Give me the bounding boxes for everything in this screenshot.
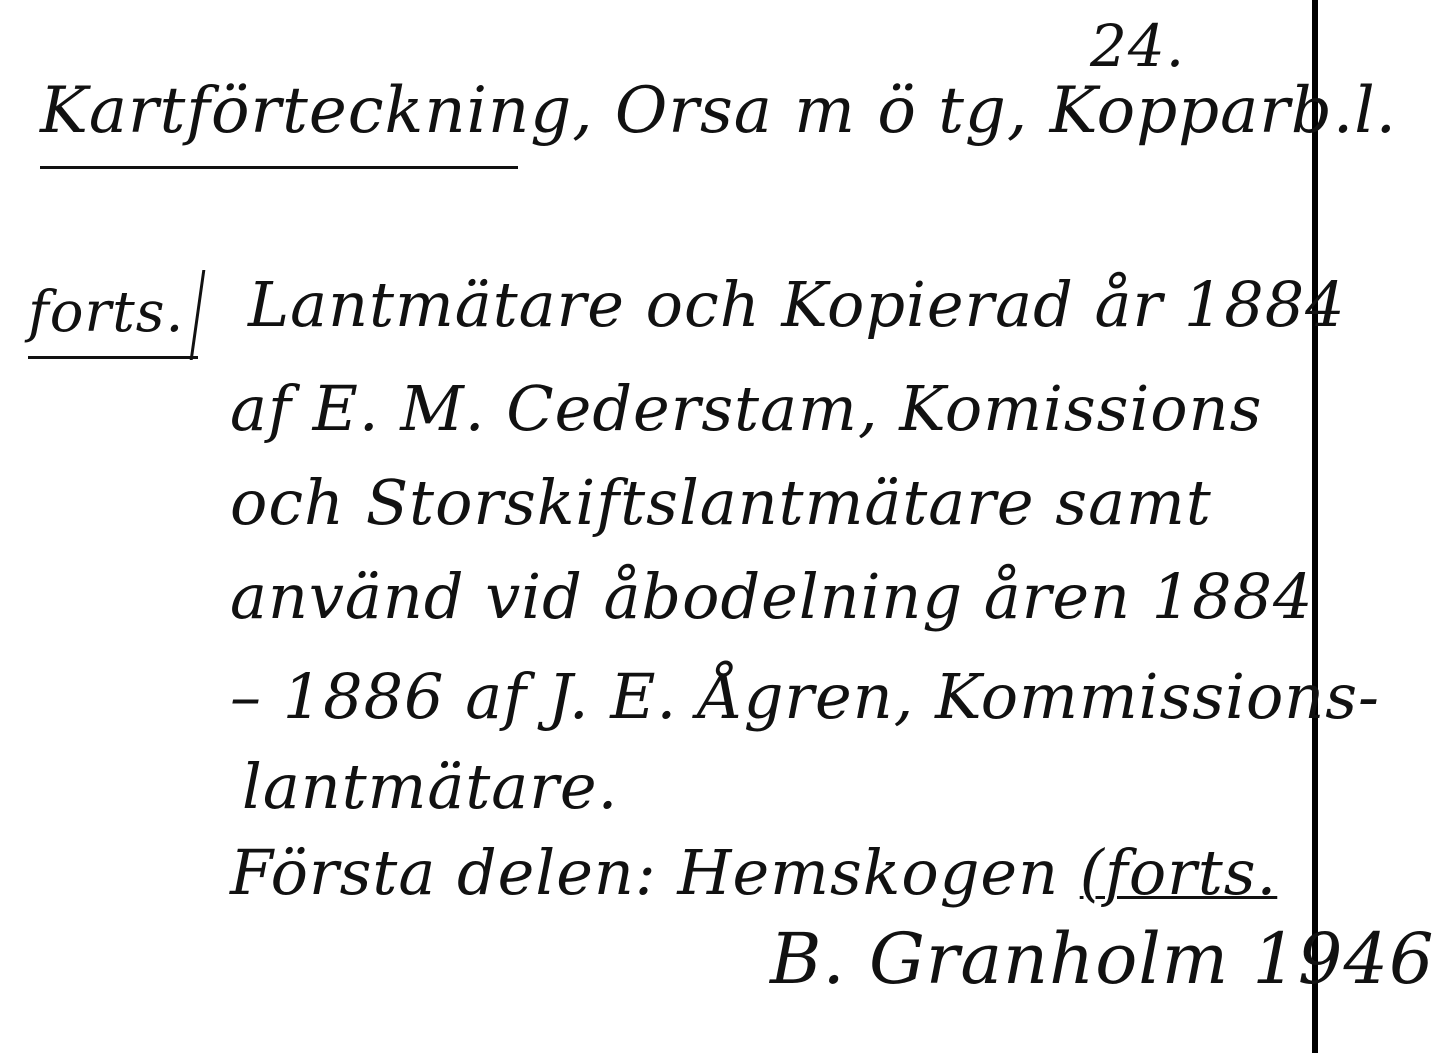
body-line-3: och Storskiftslantmätare samt [230,466,1212,539]
body-line-6: lantmätare. [242,750,619,823]
body-line-4: använd vid åbodelning åren 1884 [230,560,1314,633]
card-edge-border [1312,0,1318,1053]
continuation-bracket [190,270,222,360]
signature: B. Granholm 1946 [770,918,1435,1000]
body-line-1: Lantmätare och Kopierad år 1884 [248,268,1346,341]
continuation-tail: (forts. [1079,836,1278,909]
page-number: 24. [1090,12,1186,80]
body-line-2: af E. M. Cederstam, Komissions [230,372,1263,445]
body-line-7-text: Första delen: Hemskogen [230,836,1059,909]
continuation-label: forts. [28,280,185,345]
continuation-underline [28,356,198,359]
heading-underline [40,166,518,169]
body-line-5: – 1886 af J. E. Ågren, Kommissions- [230,660,1380,733]
body-line-7 [230,836,1277,909]
card-heading: Kartförteckning, Orsa m ö tg, Kopparb.l. [40,74,1397,148]
